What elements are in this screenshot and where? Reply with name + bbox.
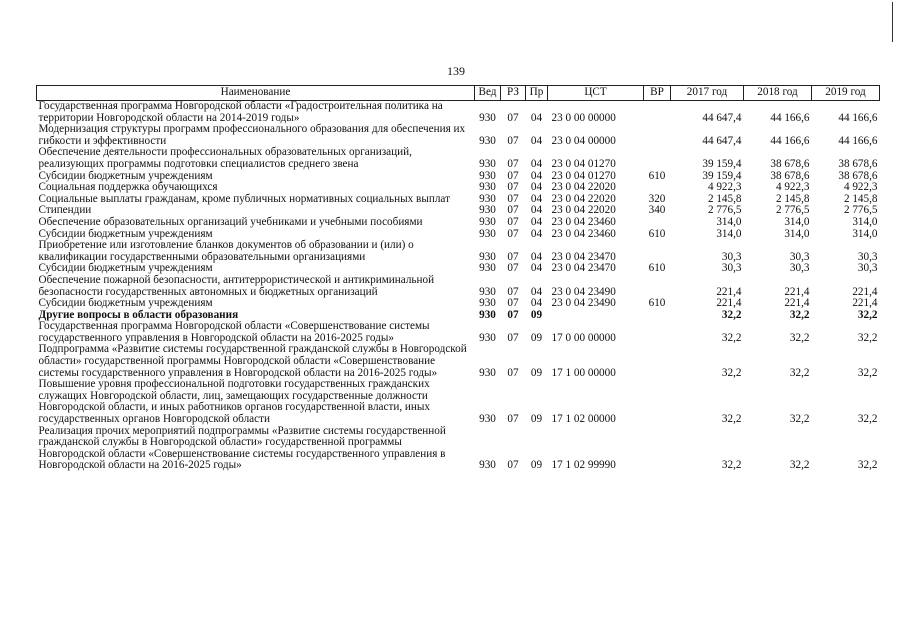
cell-pr: 04 [530,262,543,275]
cell-ved: 930 [479,331,496,344]
cell-2017: 4 922,3 [707,181,742,194]
cell-2017: 44 647,4 [702,134,742,147]
cell-ved: 930 [479,285,496,298]
cell-2017: 2 776,5 [707,204,742,217]
cell-ved: 930 [479,134,496,147]
cell-2019: 30,3 [857,262,878,275]
cell-2019: 38 678,6 [838,157,878,170]
cell-2018: 32,2 [789,366,810,379]
cell-ved: 930 [479,157,496,170]
cell-ved: 930 [479,169,496,182]
cell-2017: 221,4 [716,297,742,310]
cell-ved: 930 [479,262,496,275]
cell-pr: 09 [530,308,543,321]
cell-2017: 44 647,4 [702,111,742,124]
cell-vr [644,147,671,170]
cell-vr: 610 [648,169,666,182]
table-row [37,240,880,263]
cell-cst: 23 0 00 00000 [551,111,616,124]
cell-name: Обеспечение деятельности профессиональных образовательных организаций, реализующих программы подготовки специалистов среднего звена [38,146,412,170]
cell-ved: 930 [479,308,496,321]
cell-vr [644,379,671,425]
table-row [37,217,880,229]
cell-vr [644,217,671,229]
cell-vr: 340 [648,204,666,217]
cell-vr: 610 [648,262,666,275]
cell-ved: 930 [479,413,496,426]
table-row [37,379,880,425]
cell-2017: 314,0 [716,215,742,228]
header-2017: 2017 год [671,86,744,101]
page-number: 139 [447,64,465,78]
cell-pr: 04 [530,192,543,205]
header-ved: Вед [475,86,501,101]
cell-2018: 221,4 [784,285,810,298]
cell-2018: 32,2 [789,413,810,426]
cell-2017: 32,2 [721,366,742,379]
cell-ved: 930 [479,227,496,240]
cell-pr: 04 [530,157,543,170]
table-row [37,124,880,147]
cell-rz: 07 [507,250,519,263]
cell-2017: 39 159,4 [702,169,742,182]
cell-2018: 32,2 [789,459,810,472]
cell-cst: 23 0 04 23470 [551,262,616,275]
cell-cst: 17 1 02 00000 [551,413,616,426]
cell-rz: 07 [507,134,519,147]
cell-pr: 04 [530,285,543,298]
cell-pr: 09 [530,331,543,344]
cell-name: Подпрограмма «Развитие системы государственной гражданской службы в Новгородской области» государственной программы Новгородской области «Совершенствование системы государственного управления в Новгородской области на 2016-2025 годы» [38,343,467,379]
cell-vr: 610 [648,227,666,240]
table-row [37,321,880,344]
cell-2019: 221,4 [852,297,878,310]
cell-ved: 930 [479,459,496,472]
cell-name: Другие вопросы в области образования [38,308,239,321]
cell-cst: 23 0 04 22020 [551,192,616,205]
cell-cst: 23 0 04 23460 [551,227,616,240]
cell-2019: 32,2 [857,331,878,344]
cell-rz: 07 [507,192,519,205]
table-header [37,86,880,101]
cell-ved: 930 [479,181,496,194]
cell-vr: 320 [648,192,666,205]
cell-2018: 221,4 [784,297,810,310]
cell-2017: 314,0 [716,227,742,240]
header-vr: ВР [644,86,671,101]
table-row [37,426,880,472]
table-row [37,344,880,379]
cell-vr [644,182,671,194]
cell-cst: 23 0 04 01270 [551,157,616,170]
cell-name: Государственная программа Новгородской области «Градостроительная политика на территории Новгородской области на 2014-2019 годы» [38,100,443,124]
cell-rz: 07 [507,308,519,321]
cell-rz: 07 [507,169,519,182]
cell-2019: 314,0 [852,227,878,240]
cell-name: Стипендии [38,204,92,217]
cell-name: Реализация прочих мероприятий подпрограммы «Развитие системы государственной гражданской службы в Новгородской области» государственной программы Новгородской области «Совершенствование системы государственного управления в Новгородской области на 2016-2025 годы» [38,424,446,472]
cell-pr: 04 [530,204,543,217]
cell-pr: 04 [530,227,543,240]
cell-pr: 04 [530,134,543,147]
cell-ved: 930 [479,204,496,217]
cell-rz: 07 [507,111,519,124]
table-row [37,275,880,298]
cell-rz: 07 [507,413,519,426]
cell-2019: 32,2 [857,366,878,379]
cell-pr: 04 [530,250,543,263]
cell-ved: 930 [479,111,496,124]
cell-name: Приобретение или изготовление бланков документов об образовании и (или) о квалификации государственными образовательными организациями [38,239,414,263]
cell-rz: 07 [507,227,519,240]
cell-pr: 04 [530,111,543,124]
cell-2019: 38 678,6 [838,169,878,182]
cell-pr: 09 [530,413,543,426]
cell-vr [644,426,671,472]
cell-vr [644,321,671,344]
cell-cst [548,310,644,322]
cell-cst: 23 0 04 23470 [551,250,616,263]
cell-2017: 32,2 [721,413,742,426]
cell-ved: 930 [479,215,496,228]
cell-2018: 38 678,6 [770,169,810,182]
cell-cst: 17 0 00 00000 [551,331,616,344]
cell-cst: 17 1 00 00000 [551,366,616,379]
cell-2019: 2 776,5 [843,204,878,217]
cell-rz: 07 [507,157,519,170]
table-row [37,182,880,194]
cell-2018: 4 922,3 [775,181,810,194]
cell-rz: 07 [507,366,519,379]
cell-cst: 23 0 04 00000 [551,134,616,147]
cell-cst: 23 0 04 23490 [551,285,616,298]
cell-name: Модернизация структуры программ профессионального образования для обеспечения их гибкости и эффективности [38,123,466,147]
cell-2019: 4 922,3 [843,181,878,194]
cell-pr: 09 [530,366,543,379]
cell-2019: 221,4 [852,285,878,298]
cell-pr: 04 [530,181,543,194]
cell-2019: 30,3 [857,250,878,263]
cell-cst: 17 1 02 99990 [551,459,616,472]
cell-2018: 32,2 [789,308,810,321]
cell-name: Государственная программа Новгородской области «Совершенствование системы государственного управления в Новгородской области на 2016-2025 годы» [38,320,430,344]
budget-table [36,85,880,472]
table-row [37,298,880,310]
cell-2018: 32,2 [789,331,810,344]
cell-rz: 07 [507,285,519,298]
cell-2018: 30,3 [789,262,810,275]
page-edge-line [892,2,893,42]
cell-2017: 32,2 [721,308,742,321]
cell-2017: 30,3 [721,262,742,275]
cell-rz: 07 [507,297,519,310]
cell-2018: 314,0 [784,227,810,240]
table-row [37,194,880,206]
cell-rz: 07 [507,181,519,194]
cell-pr: 04 [530,215,543,228]
cell-cst: 23 0 04 23460 [551,215,616,228]
cell-2018: 44 166,6 [770,134,810,147]
cell-name: Субсидии бюджетным учреждениям [38,297,213,310]
cell-2017: 39 159,4 [702,157,742,170]
cell-2018: 44 166,6 [770,111,810,124]
cell-ved: 930 [479,192,496,205]
cell-name: Субсидии бюджетным учреждениям [38,169,213,182]
cell-2019: 32,2 [857,413,878,426]
cell-cst: 23 0 04 23490 [551,297,616,310]
cell-rz: 07 [507,331,519,344]
cell-2019: 2 145,8 [843,192,878,205]
table-row [37,101,880,125]
cell-2018: 2 776,5 [775,204,810,217]
header-cst: ЦСТ [548,86,644,101]
header-2018: 2018 год [744,86,812,101]
cell-2017: 32,2 [721,331,742,344]
cell-ved: 930 [479,366,496,379]
cell-2019: 314,0 [852,215,878,228]
cell-pr: 04 [530,169,543,182]
cell-pr: 09 [530,459,543,472]
table-body [37,101,880,473]
cell-2018: 314,0 [784,215,810,228]
cell-pr: 04 [530,297,543,310]
header-2019: 2019 год [812,86,880,101]
cell-2017: 2 145,8 [707,192,742,205]
cell-cst: 23 0 04 22020 [551,181,616,194]
cell-rz: 07 [507,204,519,217]
cell-2018: 2 145,8 [775,192,810,205]
cell-2019: 32,2 [857,308,878,321]
header-rz: РЗ [501,86,526,101]
cell-vr: 610 [648,297,666,310]
cell-2018: 38 678,6 [770,157,810,170]
table-row [37,147,880,170]
cell-cst: 23 0 04 22020 [551,204,616,217]
cell-2017: 30,3 [721,250,742,263]
cell-name: Повышение уровня профессиональной подготовки государственных гражданских служащих Новгородской области, лиц, замещающих государственные должности Новгородской области, и иных работников органов государственной власти, иных государственных органов Новгородской области [38,378,431,426]
cell-vr [644,310,671,322]
cell-2019: 44 166,6 [838,134,878,147]
cell-2019: 32,2 [857,459,878,472]
cell-rz: 07 [507,215,519,228]
cell-vr [644,344,671,379]
cell-vr [644,240,671,263]
cell-name: Субсидии бюджетным учреждениям [38,227,213,240]
header-pr: Пр [526,86,548,101]
cell-name: Социальная поддержка обучающихся [38,181,218,194]
cell-name: Обеспечение пожарной безопасности, антитеррористической и антикриминальной безопасности государственных автономных и бюджетных организаций [38,273,435,298]
cell-2017: 32,2 [721,459,742,472]
cell-rz: 07 [507,262,519,275]
header-name: Наименование [37,86,475,101]
cell-name: Субсидии бюджетным учреждениям [38,262,213,275]
cell-2017: 221,4 [716,285,742,298]
cell-2019: 44 166,6 [838,111,878,124]
cell-rz: 07 [507,459,519,472]
cell-vr [644,101,671,125]
cell-ved: 930 [479,250,496,263]
cell-2018: 30,3 [789,250,810,263]
cell-vr [644,124,671,147]
cell-cst: 23 0 04 01270 [551,169,616,182]
cell-ved: 930 [479,297,496,310]
cell-vr [644,275,671,298]
cell-name: Обеспечение образовательных организаций учебниками и учебными пособиями [38,215,423,228]
cell-name: Социальные выплаты гражданам, кроме публичных нормативных социальных выплат [38,192,450,205]
